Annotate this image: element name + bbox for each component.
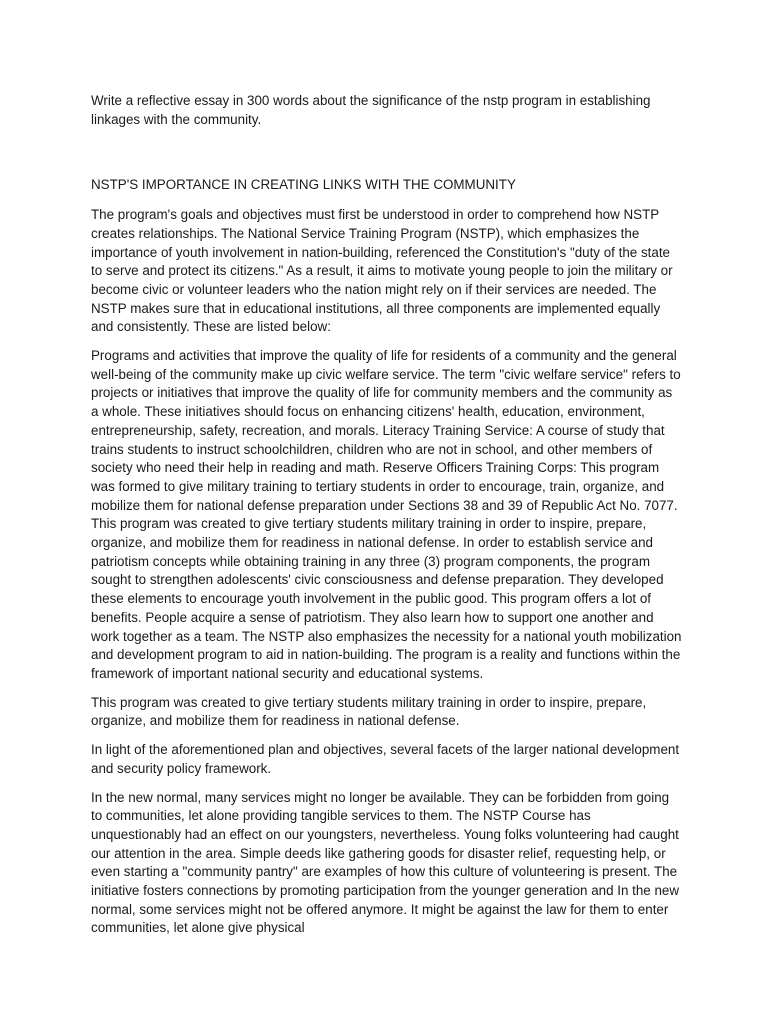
essay-paragraph: This program was created to give tertiary students military training in order to inspire, prepare, organize, and mobilize them for readiness in national defense. — [91, 694, 647, 729]
essay-paragraph: The program's goals and objectives must first be understood in order to comprehend how NSTP creates relationships. The National Service Training Program (NSTP), which emphasizes the importance of youth involvement in nation-building, referenced the Constitution's "duty of the state to serve and protect its citizens." As a result, it aims to motivate young people to join the military or become civic or volunteer leaders who the nation might rely on if their services are needed. The NSTP makes sure that in educational institutions, all three components are implemented equally and consistently. These are listed below: — [91, 207, 673, 335]
essay-heading: NSTP'S IMPORTANCE IN CREATING LINKS WITH THE COMMUNITY — [91, 177, 516, 193]
essay-paragraph: In the new normal, many services might no longer be available. They can be forbidden from going to communities, let alone providing tangible services to them. The NSTP Course has unquestionably had an effect on our youngsters, nevertheless. Young folks volunteering had caught our attention in the area. Simple deeds like gathering goods for disaster relief, requesting help, or even starting a "community pantry" are examples of how this culture of volunteering is present. The initiative fosters connections by promoting participation from the younger generation and In the new normal, some services might not be offered anymore. It might be against the law for them to enter communities, let alone give physical — [91, 789, 680, 936]
essay-paragraph: Programs and activities that improve the quality of life for residents of a community and the general well-being of the community make up civic welfare service. The term "civic welfare service" refers to projects or initiatives that improve the quality of life for community members and the community as a whole. These initiatives should focus on enhancing citizens' health, education, environment, entrepreneurship, safety, recreation, and morals. Literacy Training Service: A course of study that trains students to instruct schoolchildren, children who are not in school, and other members of society who need their help in reading and math. Reserve Officers Training Corps: This program was formed to give military training to tertiary students in order to encourage, train, organize, and mobilize them for national defense preparation under Sections 38 and 39 of Republic Act No. 7077. This program was created to give tertiary students military training in order to inspire, prepare, organize, and mobilize them for readiness in national defense. In order to establish service and patriotism concepts while obtaining training in any three (3) program components, the program sought to strengthen adolescents' civic consciousness and defense preparation. They developed these elements to encourage youth involvement in the public good. This program offers a lot of benefits. People acquire a sense of patriotism. They also learn how to support one another and work together as a team. The NSTP also emphasizes the necessity for a national youth mobilization and development program to aid in nation-building. The program is a reality and functions within the framework of important national security and educational systems. — [91, 348, 682, 681]
essay-prompt: Write a reflective essay in 300 words about the significance of the nstp program in establishing linkages with the community. — [91, 93, 651, 127]
document-body — [91, 92, 683, 948]
essay-paragraph: In light of the aforementioned plan and objectives, several facets of the larger national development and security policy framework. — [91, 742, 680, 776]
